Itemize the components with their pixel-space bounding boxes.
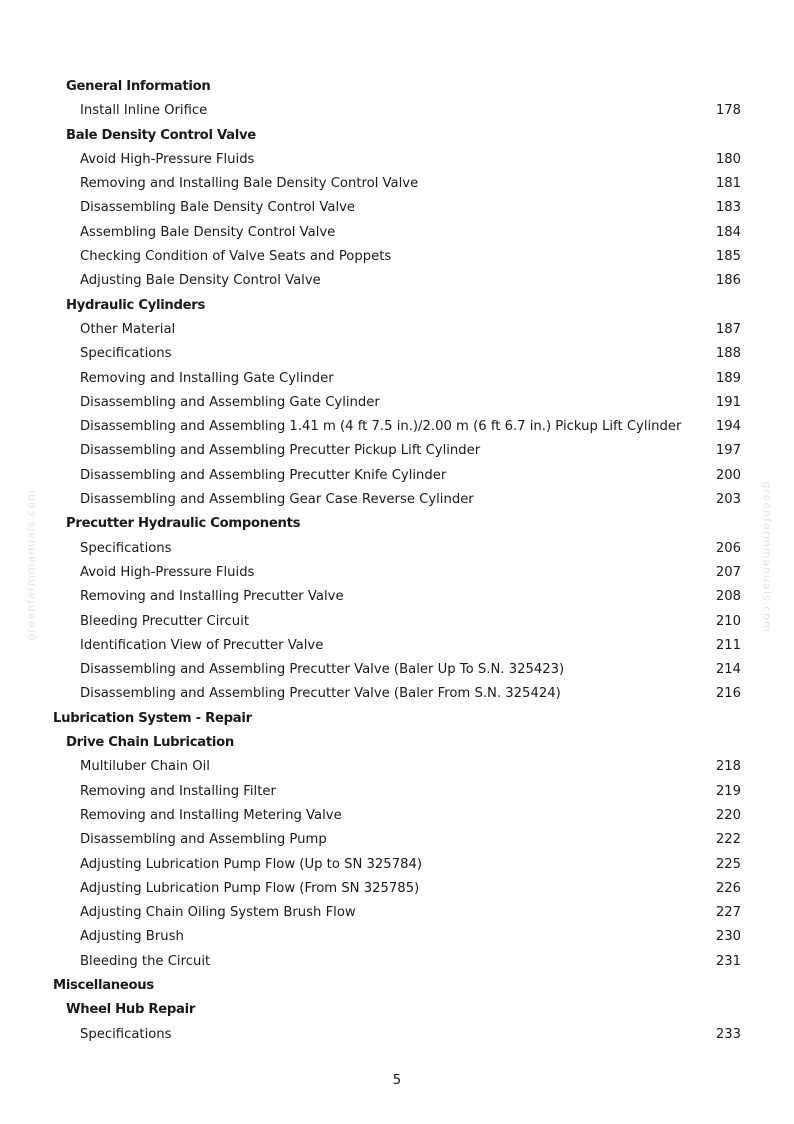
toc-entry-title: Disassembling and Assembling 1.41 m (4 ft 7.5 in.)/2.00 m (6 ft 6.7 in.) Pickup Lift Cylinder (80, 419, 682, 435)
toc-entry[interactable] (0, 464, 794, 488)
toc-entry-title: Adjusting Lubrication Pump Flow (Up to SN 325784) (80, 856, 423, 872)
toc-entry-title: Multiluber Chain Oil (80, 759, 210, 775)
toc-entry-page: 184 (715, 224, 741, 240)
toc-entry[interactable] (0, 585, 794, 609)
toc-entry-title: Adjusting Bale Density Control Valve (80, 273, 321, 289)
toc-entry[interactable] (0, 610, 794, 634)
toc-entry-page: 226 (715, 880, 741, 896)
toc-entry[interactable] (0, 828, 794, 852)
toc-entry[interactable] (0, 221, 794, 245)
toc-entry-page: 211 (715, 637, 741, 653)
toc-entry[interactable] (0, 415, 794, 439)
toc-entry[interactable] (0, 367, 794, 391)
toc-entry-title: Specifications (80, 346, 172, 362)
toc-entry-title: Specifications (80, 1026, 172, 1042)
toc-entry-title: Specifications (80, 540, 172, 556)
toc-entry-title: Avoid High-Pressure Fluids (80, 564, 255, 580)
toc-entry-page: 218 (715, 759, 741, 775)
toc-entry-title: Removing and Installing Precutter Valve (80, 589, 344, 605)
toc-section-heading (0, 294, 794, 318)
watermark-right: greenfarmmanuals.com (760, 481, 774, 633)
toc-section-heading (0, 75, 794, 99)
toc-entry[interactable] (0, 853, 794, 877)
toc-entry-title: Other Material (80, 321, 176, 337)
toc-entry-page: 181 (715, 176, 741, 192)
toc-entry-title: Removing and Installing Filter (80, 783, 276, 799)
toc-entry-title: Drive Chain Lubrication (66, 735, 234, 751)
toc-entry-title: Adjusting Lubrication Pump Flow (From SN 325785) (80, 880, 420, 896)
toc-entry-page: 219 (715, 783, 741, 799)
toc-entry-page: 222 (715, 832, 741, 848)
toc-entry[interactable] (0, 561, 794, 585)
toc-entry[interactable] (0, 658, 794, 682)
toc-entry[interactable] (0, 99, 794, 123)
watermark-left: greenfarmmanuals.com (24, 489, 38, 641)
toc-entry-title: Lubrication System - Repair (53, 710, 252, 726)
toc-entry[interactable] (0, 925, 794, 949)
toc-entry[interactable] (0, 755, 794, 779)
toc-entry-title: Disassembling and Assembling Precutter Pickup Lift Cylinder (80, 443, 481, 459)
table-of-contents (0, 75, 794, 1047)
toc-entry-title: Bleeding Precutter Circuit (80, 613, 249, 629)
page-number: 5 (392, 1073, 402, 1088)
toc-entry-title: Hydraulic Cylinders (66, 297, 206, 313)
toc-entry-page: 220 (715, 807, 741, 823)
toc-entry[interactable] (0, 196, 794, 220)
toc-entry-page: 200 (715, 467, 741, 483)
toc-entry-page: 206 (715, 540, 741, 556)
toc-entry-title: Disassembling and Assembling Precutter Valve (Baler Up To S.N. 325423) (80, 662, 565, 678)
toc-entry-title: Wheel Hub Repair (66, 1002, 196, 1018)
toc-entry-page: 214 (715, 662, 741, 678)
toc-entry[interactable] (0, 537, 794, 561)
toc-entry-page: 187 (715, 321, 741, 337)
toc-entry[interactable] (0, 804, 794, 828)
toc-entry-title: Bleeding the Circuit (80, 953, 211, 969)
toc-entry-page: 191 (715, 394, 741, 410)
toc-entry[interactable] (0, 439, 794, 463)
toc-entry[interactable] (0, 148, 794, 172)
toc-entry-title: Adjusting Brush (80, 929, 184, 945)
toc-entry-page: 207 (715, 564, 741, 580)
toc-section-heading (0, 124, 794, 148)
toc-entry-page: 203 (715, 492, 741, 508)
toc-entry-page: 230 (715, 929, 741, 945)
toc-entry-title: Miscellaneous (53, 977, 154, 993)
toc-entry-page: 197 (715, 443, 741, 459)
toc-entry[interactable] (0, 634, 794, 658)
toc-entry-title: Disassembling and Assembling Gear Case Reverse Cylinder (80, 492, 474, 508)
toc-entry-page: 208 (715, 589, 741, 605)
toc-entry[interactable] (0, 780, 794, 804)
toc-entry[interactable] (0, 245, 794, 269)
toc-entry-page: 178 (715, 103, 741, 119)
toc-entry-page: 225 (715, 856, 741, 872)
toc-entry-title: Avoid High-Pressure Fluids (80, 151, 255, 167)
toc-entry-page: 216 (715, 686, 741, 702)
toc-entry-page: 194 (715, 419, 741, 435)
toc-entry-title: Disassembling Bale Density Control Valve (80, 200, 356, 216)
toc-entry-title: Removing and Installing Bale Density Control Valve (80, 176, 419, 192)
toc-entry-title: Bale Density Control Valve (66, 127, 256, 143)
toc-entry-title: Disassembling and Assembling Precutter Knife Cylinder (80, 467, 447, 483)
toc-entry[interactable] (0, 901, 794, 925)
toc-section-heading (0, 998, 794, 1022)
toc-entry[interactable] (0, 172, 794, 196)
toc-entry[interactable] (0, 269, 794, 293)
toc-entry-page: 189 (715, 370, 741, 386)
toc-entry-title: Disassembling and Assembling Precutter Valve (Baler From S.N. 325424) (80, 686, 561, 702)
toc-entry-title: Disassembling and Assembling Pump (80, 832, 327, 848)
toc-entry-title: Assembling Bale Density Control Valve (80, 224, 336, 240)
toc-section-heading (0, 731, 794, 755)
toc-entry[interactable] (0, 1023, 794, 1047)
toc-entry[interactable] (0, 391, 794, 415)
toc-entry-page: 210 (715, 613, 741, 629)
toc-entry-title: Checking Condition of Valve Seats and Poppets (80, 249, 392, 265)
toc-entry-page: 231 (715, 953, 741, 969)
toc-entry[interactable] (0, 488, 794, 512)
toc-entry-title: Adjusting Chain Oiling System Brush Flow (80, 905, 356, 921)
toc-entry-page: 186 (715, 273, 741, 289)
toc-entry-title: Disassembling and Assembling Gate Cylinder (80, 394, 380, 410)
toc-entry-title: General Information (66, 79, 211, 94)
toc-entry-page: 185 (715, 249, 741, 265)
toc-entry-page: 180 (715, 151, 741, 167)
toc-entry-page: 233 (715, 1026, 741, 1042)
toc-section-heading (0, 974, 794, 998)
toc-entry-page: 227 (715, 905, 741, 921)
toc-section-heading (0, 512, 794, 536)
toc-entry-title: Removing and Installing Metering Valve (80, 807, 342, 823)
toc-section-heading (0, 707, 794, 731)
toc-entry[interactable] (0, 950, 794, 974)
toc-entry[interactable] (0, 682, 794, 706)
toc-entry[interactable] (0, 877, 794, 901)
toc-entry-page: 183 (715, 200, 741, 216)
toc-entry[interactable] (0, 318, 794, 342)
toc-entry[interactable] (0, 342, 794, 366)
toc-entry-title: Identification View of Precutter Valve (80, 637, 324, 653)
toc-entry-title: Install Inline Orifice (80, 103, 208, 119)
toc-entry-title: Removing and Installing Gate Cylinder (80, 370, 334, 386)
toc-entry-page: 188 (715, 346, 741, 362)
toc-entry-title: Precutter Hydraulic Components (66, 516, 301, 532)
